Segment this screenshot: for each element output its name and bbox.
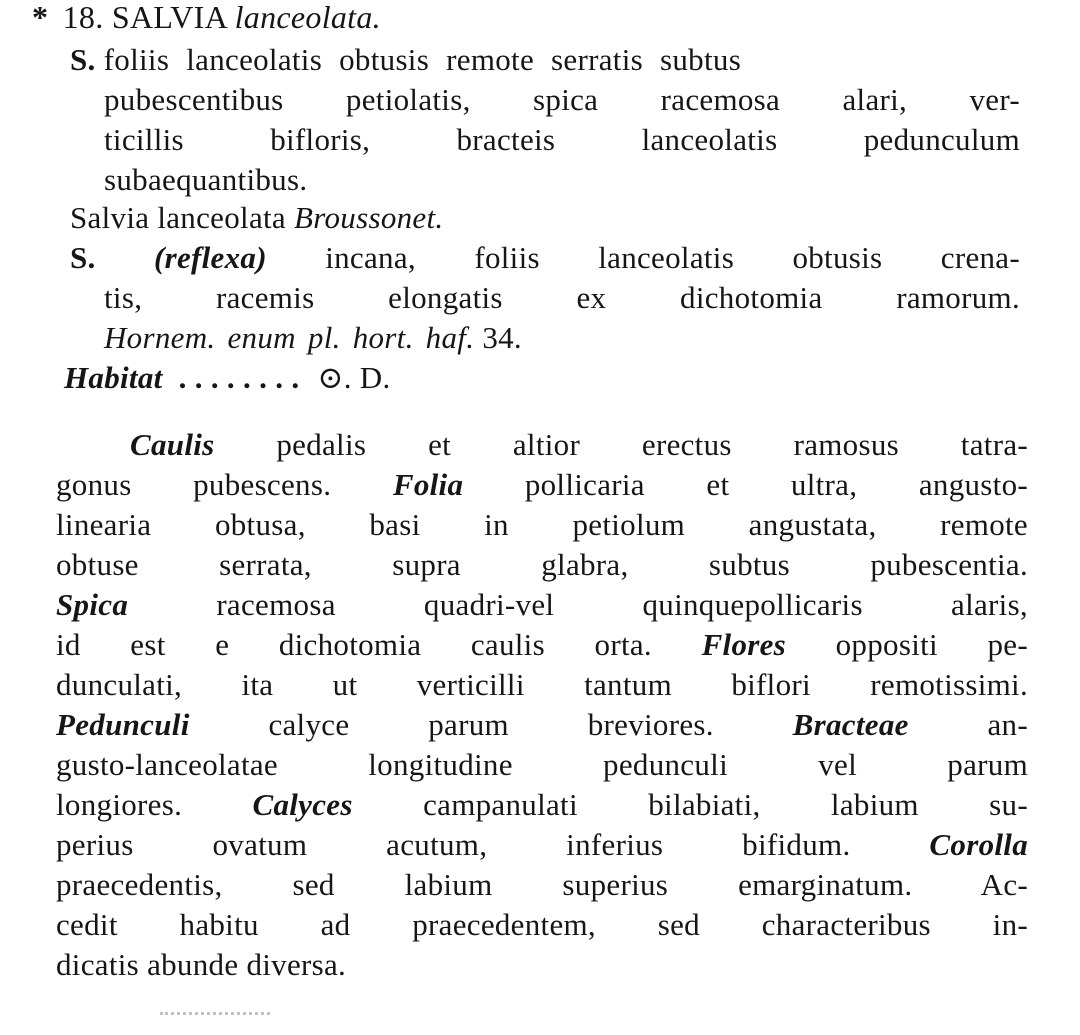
description-line-9 bbox=[56, 745, 1028, 785]
synonym-2-line-1 bbox=[70, 238, 1020, 278]
description-text-10a: longiores. bbox=[56, 787, 183, 822]
term-spica: Spica bbox=[56, 587, 129, 622]
description-line-5 bbox=[56, 585, 1028, 625]
description-line-4 bbox=[56, 545, 1028, 585]
next-entry-cutoff bbox=[160, 1012, 270, 1021]
diagnosis-line-2 bbox=[104, 80, 1020, 120]
new-species-marker: * bbox=[32, 0, 49, 35]
description-text-13: cedit habitu ad praecedentem, sed characteribus in- bbox=[56, 907, 1028, 942]
description-line-13 bbox=[56, 905, 1028, 945]
description-line-10 bbox=[56, 785, 1028, 825]
description-text-6a: id est e dichotomia caulis orta. bbox=[56, 627, 652, 662]
term-calyces: Calyces bbox=[252, 787, 353, 822]
description-line-3 bbox=[56, 505, 1028, 545]
genus-name: SALVIA bbox=[111, 0, 227, 35]
diagnosis-text-4: subaequantibus. bbox=[104, 162, 308, 197]
diagnosis-text-2: pubescentibus petiolatis, spica racemosa alari, ver- bbox=[104, 82, 1020, 117]
diagnosis-line-4 bbox=[104, 160, 307, 200]
habitat-symbol: ⊙. D. bbox=[317, 360, 391, 395]
species-epithet: lanceolata. bbox=[234, 0, 381, 35]
term-corolla: Corolla bbox=[929, 827, 1028, 862]
diagnosis-line-1 bbox=[70, 40, 1020, 80]
synonym-1 bbox=[70, 198, 443, 238]
description-text-2a: gonus pubescens. bbox=[56, 467, 332, 502]
term-caulis: Caulis bbox=[130, 427, 215, 462]
synonym-2-text-2: tis, racemis elongatis ex dichotomia ramorum. bbox=[104, 280, 1020, 315]
synonym-2-reference: Hornem. enum pl. hort. haf. bbox=[104, 320, 475, 355]
synonym-1-author: Broussonet. bbox=[294, 200, 444, 235]
description-text-4: obtuse serrata, supra glabra, subtus pubescentia. bbox=[56, 547, 1028, 582]
habitat-line bbox=[64, 358, 391, 398]
diagnosis-abbr: S. bbox=[70, 42, 96, 77]
diagnosis-text-3: ticillis bifloris, bracteis lanceolatis pedunculum bbox=[104, 122, 1020, 157]
synonym-2-line-2 bbox=[104, 278, 1020, 318]
habitat-label: Habitat bbox=[64, 360, 163, 395]
description-text-12: praecedentis, sed labium superius emarginatum. Ac- bbox=[56, 867, 1028, 902]
synonym-2-text-1: incana, foliis lanceolatis obtusis crena- bbox=[325, 240, 1020, 275]
synonym-2-page: 34. bbox=[482, 320, 522, 355]
description-text-3: linearia obtusa, basi in petiolum angustata, remote bbox=[56, 507, 1028, 542]
description-line-1 bbox=[130, 425, 1028, 465]
description-text-7: dunculati, ita ut verticilli tantum biflori remotissimi. bbox=[56, 667, 1028, 702]
description-text-9: gusto-lanceolatae longitudine pedunculi vel parum bbox=[56, 747, 1028, 782]
synonym-2-line-3 bbox=[104, 318, 522, 358]
synonym-2-name: (reflexa) bbox=[153, 240, 267, 275]
description-text-14: dicatis abunde diversa. bbox=[56, 947, 347, 982]
term-pedunculi: Pedunculi bbox=[56, 707, 190, 742]
diagnosis-text-1: foliis lanceolatis obtusis remote serratis subtus bbox=[103, 42, 742, 77]
description-text-1: pedalis et altior erectus ramosus tatra- bbox=[276, 427, 1029, 462]
description-line-7 bbox=[56, 665, 1028, 705]
description-text-5: racemosa quadri-vel quinquepollicaris alaris, bbox=[216, 587, 1028, 622]
description-line-8 bbox=[56, 705, 1028, 745]
synonym-1-name: Salvia lanceolata bbox=[70, 200, 286, 235]
description-text-6b: oppositi pe- bbox=[835, 627, 1028, 662]
description-line-12 bbox=[56, 865, 1028, 905]
description-line-2 bbox=[56, 465, 1028, 505]
species-heading bbox=[32, 0, 381, 37]
description-line-14 bbox=[56, 945, 346, 985]
diagnosis-line-3 bbox=[104, 120, 1020, 160]
term-folia: Folia bbox=[392, 467, 464, 502]
habitat-dots: . . . . . . . . bbox=[178, 360, 300, 395]
synonym-2-abbr: S. bbox=[70, 240, 96, 275]
species-number: 18. bbox=[62, 0, 104, 35]
description-text-2b: pollicaria et ultra, angusto- bbox=[524, 467, 1028, 502]
description-text-8b: an- bbox=[987, 707, 1028, 742]
term-flores: Flores bbox=[701, 627, 787, 662]
description-text-10b: campanulati bilabiati, labium su- bbox=[423, 787, 1028, 822]
description-line-11 bbox=[56, 825, 1028, 865]
description-line-6 bbox=[56, 625, 1028, 665]
description-text-11: perius ovatum acutum, inferius bifidum. bbox=[56, 827, 851, 862]
term-bracteae: Bracteae bbox=[792, 707, 909, 742]
description-text-8a: calyce parum breviores. bbox=[268, 707, 714, 742]
